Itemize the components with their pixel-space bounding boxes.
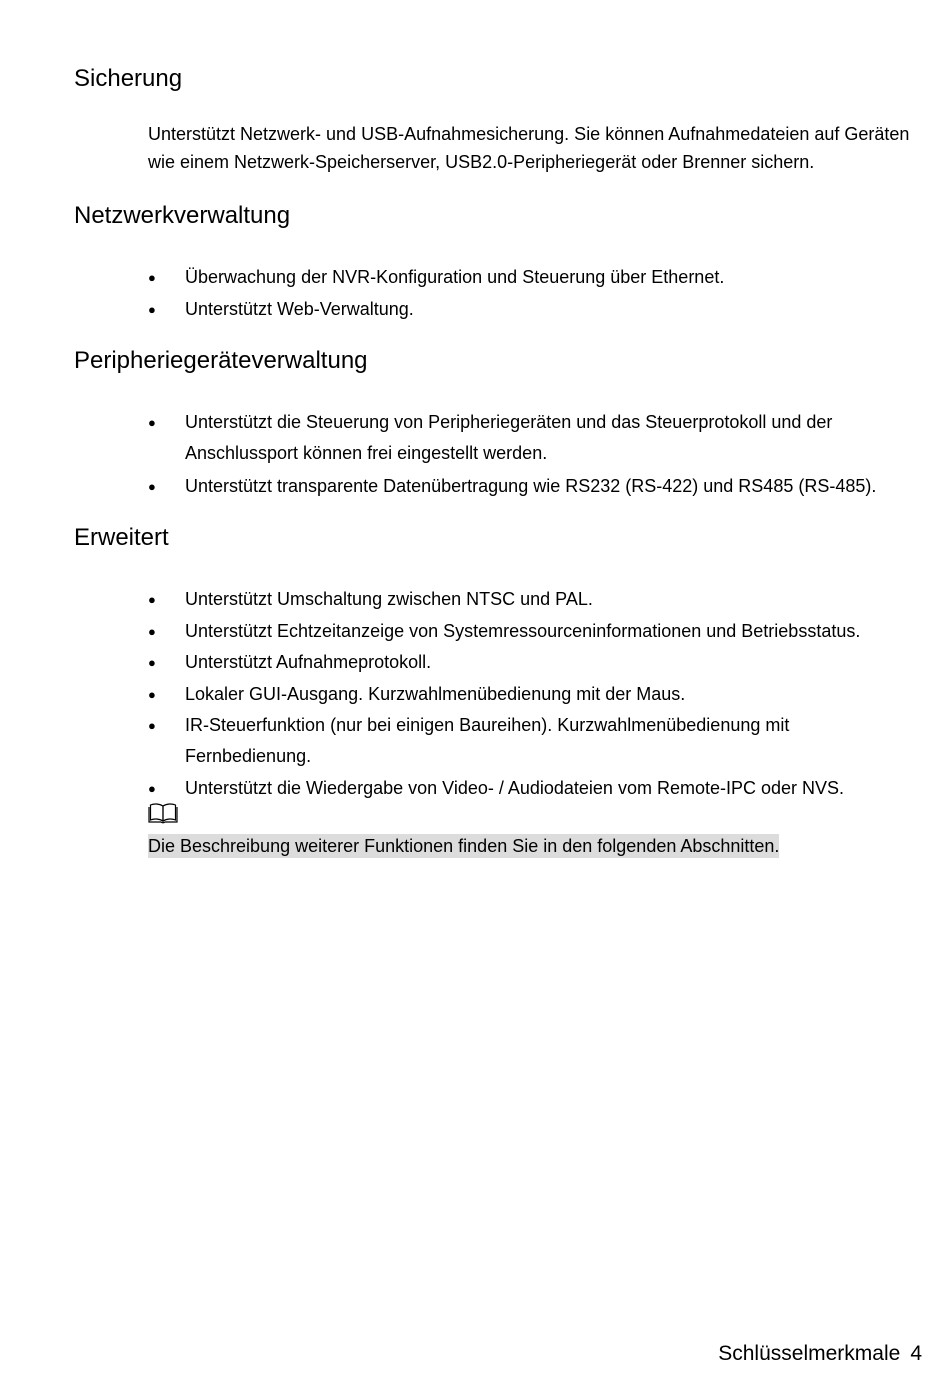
bullet-icon: ● [148,687,156,702]
list-item-text: Unterstützt Umschaltung zwischen NTSC und PAL. [185,589,593,609]
list-item [148,584,908,615]
list-item-text: Unterstützt Aufnahmeprotokoll. [185,652,432,672]
paragraph-sicherung: Unterstützt Netzwerk- und USB-Aufnahmesicherung. Sie können Aufnahmedateien auf Geräten wie einem Netzwerk-Speicherserver, USB2.0-Peripheriegerät oder Brenner sichern. [148,124,910,172]
list-item [148,647,908,678]
list-item-text: Unterstützt transparente Datenübertragung wie RS232 (RS-422) und RS485 (RS-485). [185,476,877,496]
section-heading-peripheriegeraeteverwaltung: Peripheriegeräteverwaltung [74,347,368,374]
list-item [148,616,908,647]
bullet-icon: ● [148,592,156,607]
footer-section-title: Schlüsselmerkmale [718,1342,901,1365]
list-item-text: Unterstützt die Wiedergabe von Video- / Audiodateien vom Remote-IPC oder NVS. [185,778,845,798]
list-item [148,294,908,325]
list-item [148,471,908,502]
bullet-icon: ● [148,415,156,430]
list-item-text: Unterstützt Echtzeitanzeige von Systemressourceninformationen und Betriebsstatus. [185,621,861,641]
list-item [148,710,908,772]
list-item-text: Lokaler GUI-Ausgang. Kurzwahlmenübedienung mit der Maus. [185,684,686,704]
list-item-text: Unterstützt Web-Verwaltung. [185,299,414,319]
list-item [148,773,908,804]
note-text: Die Beschreibung weiterer Funktionen finden Sie in den folgenden Abschnitten. [148,836,780,856]
section-heading-netzwerkverwaltung: Netzwerkverwaltung [74,202,291,229]
bullet-icon: ● [148,479,156,494]
bullet-icon: ● [148,781,156,796]
list-item [148,407,908,469]
bullet-icon: ● [148,302,156,317]
list-item [148,262,908,293]
bullet-icon: ● [148,655,156,670]
bullet-icon: ● [148,718,156,733]
section-heading-erweitert: Erweitert [74,524,169,551]
page-footer [718,1340,922,1368]
list-item-text: IR-Steuerfunktion (nur bei einigen Baureihen). Kurzwahlmenübedienung mit Fernbedienung. [185,715,790,766]
list-item-text: Überwachung der NVR-Konfiguration und Steuerung über Ethernet. [185,267,725,287]
list-item-text: Unterstützt die Steuerung von Peripheriegeräten und das Steuerprotokoll und der Anschlussport können frei eingestellt werden. [185,412,833,463]
bullet-icon: ● [148,624,156,639]
bullet-icon: ● [148,270,156,285]
book-icon [148,802,178,824]
page-number: 4 [910,1342,922,1365]
section-heading-sicherung: Sicherung [74,65,183,92]
list-item [148,679,908,710]
